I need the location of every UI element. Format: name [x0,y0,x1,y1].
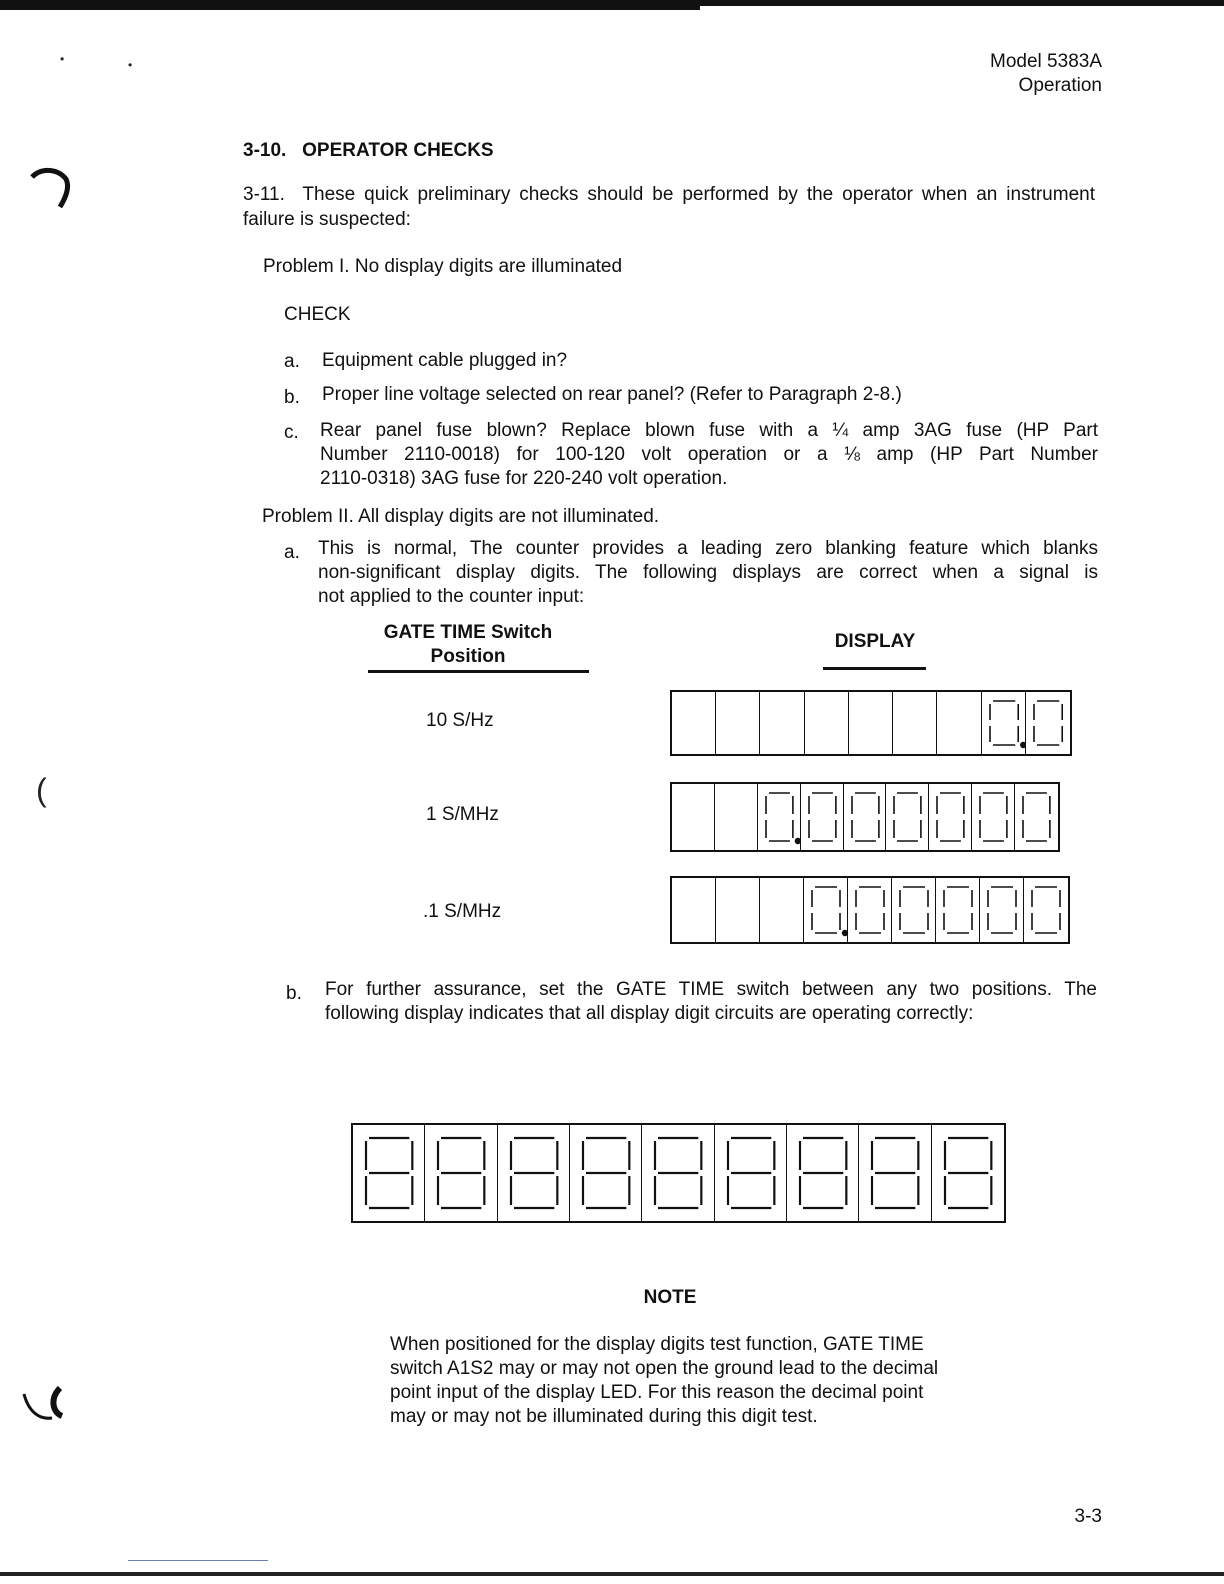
gate-time-position: 10 S/Hz [426,710,494,731]
digit-cell [715,1125,787,1221]
led-display [670,876,1070,944]
digit-cell [972,784,1015,850]
seven-segment-digit [758,784,801,850]
digit-cell [672,692,716,754]
note-line: point input of the display LED. For this reason the decimal point [390,1382,924,1403]
seven-segment-digit [570,1125,642,1221]
seven-segment-digit [801,784,844,850]
seven-segment-digit [1026,692,1070,754]
binder-hole-mark [28,165,74,213]
page-number: 3-3 [1074,1506,1102,1527]
seven-segment-digit [886,784,929,850]
problem-2-text: non-significant display digits. The following displays are correct when a signal is [318,562,1098,583]
digit-cell [886,784,929,850]
intro-line-2: failure is suspected: [243,209,411,230]
digit-cell [672,878,716,942]
digit-cell [937,692,981,754]
note-title: NOTE [643,1287,697,1308]
seven-segment-digit [859,1125,931,1221]
scan-speck: • [60,52,65,66]
digit-cell [849,692,893,754]
check-label: CHECK [284,304,351,325]
problem-2-text: For further assurance, set the GATE TIME switch between any two positions. The [325,979,1097,1000]
digit-cell [787,1125,859,1221]
seven-segment-digit [498,1125,570,1221]
item-letter: b. [284,387,300,408]
seven-segment-digit [982,692,1026,754]
section-title: OPERATOR CHECKS [302,140,494,161]
note-line: switch A1S2 may or may not open the ground lead to the decimal [390,1358,939,1379]
table-header-position: GATE TIME Switch Position [383,622,553,667]
scan-bottom-mark [128,1560,268,1561]
note-line: When positioned for the display digits test function, GATE TIME [390,1334,924,1355]
digit-cell [893,692,937,754]
digit-cell [672,784,715,850]
seven-segment-digit [642,1125,714,1221]
seven-segment-digit [932,1125,1004,1221]
item-letter: a. [284,351,300,372]
gate-time-position: .1 S/MHz [423,901,502,922]
digit-cell [1026,692,1070,754]
seven-segment-digit [804,878,848,942]
problem-1-title: Problem I. No display digits are illuminated [263,256,623,277]
seven-segment-digit [929,784,972,850]
digit-cell [980,878,1024,942]
digit-cell [804,878,848,942]
test-led-display [351,1123,1006,1223]
note-body [390,1333,938,1429]
header-model: Model 5383A [990,51,1102,72]
scan-top-edge [0,0,1224,6]
section-heading [243,139,494,163]
led-display [670,690,1072,756]
problem-2-title: Problem II. All display digits are not illuminated. [262,506,660,527]
scan-speck: • [128,58,133,72]
digit-cell [760,692,804,754]
digit-cell [936,878,980,942]
seven-segment-digit [844,784,887,850]
seven-segment-digit [1015,784,1058,850]
item-letter: c. [284,422,299,443]
table-header-display: DISPLAY [834,631,916,652]
note-line: may or may not be illuminated during this digit test. [390,1406,818,1427]
binder-hole-mark [20,1382,76,1428]
digit-cell [425,1125,497,1221]
seven-segment-digit [715,1125,787,1221]
binder-hole-mark: ( [36,772,47,808]
digit-cell [848,878,892,942]
seven-segment-digit [936,878,980,942]
problem-2-text: not applied to the counter input: [318,586,585,607]
item-letter: b. [286,983,302,1004]
digit-cell [801,784,844,850]
check-item-text: Rear panel fuse blown? Replace blown fuse with a ¼ amp 3AG fuse (HP Part [320,420,1098,441]
problem-2-text: following display indicates that all display digit circuits are operating correctly: [325,1003,974,1024]
digit-cell [716,878,760,942]
digit-cell [498,1125,570,1221]
table-header-rule [823,667,926,670]
digit-cell [844,784,887,850]
check-item-text: Number 2110-0018) for 100-120 volt operation or a ⅛ amp (HP Part Number [320,444,1098,465]
digit-cell [892,878,936,942]
digit-cell [1024,878,1068,942]
digit-cell [353,1125,425,1221]
led-display [670,782,1060,852]
section-number: 3-10. [243,140,287,161]
seven-segment-digit [980,878,1024,942]
digit-cell [1015,784,1058,850]
seven-segment-digit [892,878,936,942]
check-item-text: Equipment cable plugged in? [322,350,568,371]
intro-line-1: 3-11. These quick preliminary checks should be performed by the operator when an instrument [243,184,1095,205]
digit-cell [859,1125,931,1221]
digit-cell [715,784,758,850]
digit-cell [758,784,801,850]
digit-cell [932,1125,1004,1221]
seven-segment-digit [353,1125,425,1221]
item-letter: a. [284,542,300,563]
digit-cell [570,1125,642,1221]
seven-segment-digit [1024,878,1068,942]
digit-cell [805,692,849,754]
header-section: Operation [1018,75,1102,96]
seven-segment-digit [787,1125,859,1221]
seven-segment-digit [425,1125,497,1221]
digit-cell [929,784,972,850]
digit-cell [716,692,760,754]
problem-2-text: This is normal, The counter provides a leading zero blanking feature which blanks [318,538,1098,559]
digit-cell [642,1125,714,1221]
paragraph-number: 3-11. [243,184,285,205]
table-header-rule [368,670,589,673]
gate-time-position: 1 S/MHz [426,804,499,825]
scan-bottom-edge [0,1572,1224,1576]
digit-cell [982,692,1026,754]
check-item-text: 2110-0318) 3AG fuse for 220-240 volt operation. [320,468,728,489]
check-item-text: Proper line voltage selected on rear panel? (Refer to Paragraph 2-8.) [322,384,902,405]
digit-cell [760,878,804,942]
seven-segment-digit [972,784,1015,850]
seven-segment-digit [848,878,892,942]
